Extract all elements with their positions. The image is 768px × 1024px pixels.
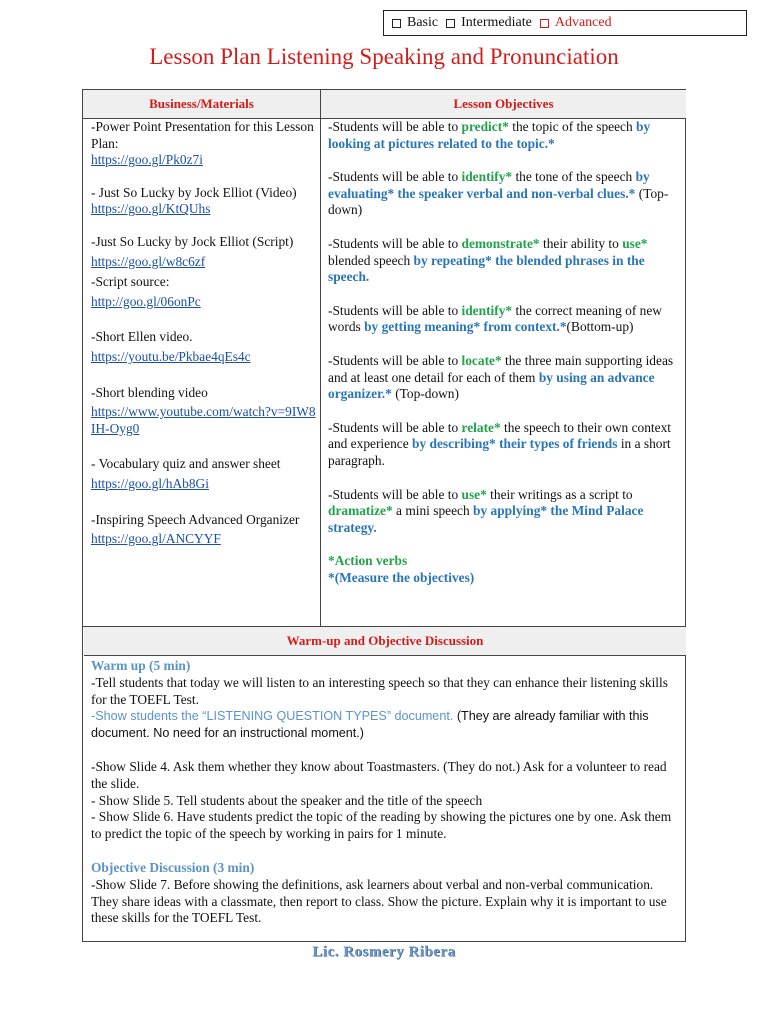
level-advanced[interactable]: Advanced [540, 15, 612, 31]
material-item: -Script source: [91, 274, 170, 290]
warmup-paragraph: -Show students the “LISTENING QUESTION TYPES” document. (They are already familiar with this document. No need for an instructional moment.) [91, 709, 649, 741]
warmup-heading: Warm up (5 min) [91, 658, 191, 673]
warmup-paragraph: -Show Slide 4. Ask them whether they know about Toastmasters. (They do not.) Ask for a volunteer to read the slide. [91, 758, 667, 791]
warmup-header: Warm-up and Objective Discussion [84, 627, 686, 656]
objective-item: -Students will be able to predict* the topic of the speech by looking at pictures related to the topic.* [328, 119, 651, 151]
warmup-paragraph: -Tell students that today we will listen to an interesting speech so that they can enhance their listening skills for the TOEFL Test. [91, 674, 668, 707]
objectives-column [328, 119, 680, 586]
objective-item: -Students will be able to use* their writings as a script to dramatize* a mini speech by applying* the Mind Palace strategy. [328, 486, 644, 535]
action-verbs-note: *Action verbs [328, 553, 408, 569]
material-link[interactable]: https://goo.gl/KtQUhs [91, 201, 211, 217]
material-link[interactable]: https://youtu.be/Pkbae4qEs4c [91, 348, 251, 364]
materials-header: Business/Materials [83, 90, 320, 119]
discussion-paragraph: -Show Slide 7. Before showing the definitions, ask learners about verbal and non-verbal communication. They share ideas with a classmate, then report to class. Show the picture. Explain why it is important to use these skills for the TOEFL Test. [91, 876, 667, 926]
measure-note: *(Measure the objectives) [328, 569, 475, 585]
material-item: -Short blending video [91, 384, 208, 400]
objective-item: -Students will be able to relate* the speech to their own context and experience by describing* their types of friends in a short paragraph. [328, 419, 671, 468]
objectives-header: Lesson Objectives [321, 90, 686, 119]
material-item: -Power Point Presentation for this Lesson Plan: [91, 119, 314, 151]
objective-item: -Students will be able to identify* the tone of the speech by evaluating* the speaker verbal and non-verbal clues.* (Top-down) [328, 169, 669, 218]
objective-item: -Students will be able to locate* the three main supporting ideas and at least one detail for each of them by using an advance organizer.* (Top-down) [328, 352, 674, 402]
page-title: Lesson Plan Listening Speaking and Pronunciation [149, 44, 619, 69]
level-intermediate[interactable]: Intermediate [446, 15, 532, 31]
lesson-table [82, 89, 686, 942]
level-basic[interactable]: Basic [392, 15, 438, 31]
materials-column [91, 119, 317, 548]
material-link[interactable]: https://goo.gl/Pk0z7i [91, 152, 203, 168]
warmup-paragraph: - Show Slide 6. Have students predict the topic of the reading by showing the pictures one by one. Ask them to predict the topic of the speech by working in pairs for 1 minute. [91, 809, 672, 842]
objective-item: -Students will be able to identify* the correct meaning of new words by getting meaning* from context.*(Bottom-up) [328, 302, 662, 335]
material-link[interactable]: https://goo.gl/ANCYYF [91, 531, 221, 547]
objective-item: -Students will be able to demonstrate* their ability to use* blended speech by repeating* the blended phrases in the speech. [328, 235, 648, 285]
checkbox-icon [540, 19, 549, 28]
author-footer: Lic. Rosmery Ribera [312, 944, 456, 960]
material-item: - Vocabulary quiz and answer sheet [91, 456, 281, 472]
material-link[interactable]: https://goo.gl/w8c6zf [91, 253, 206, 269]
warmup-paragraph: - Show Slide 5. Tell students about the speaker and the title of the speech [91, 792, 483, 808]
discussion-heading: Objective Discussion (3 min) [91, 859, 255, 875]
warmup-section [91, 658, 681, 927]
material-item: -Just So Lucky by Jock Elliot (Script) [91, 233, 294, 249]
material-link[interactable]: http://goo.gl/06onPc [91, 293, 201, 309]
material-item: -Inspiring Speech Advanced Organizer [91, 511, 300, 527]
level-selector [383, 10, 747, 36]
column-divider [320, 90, 321, 627]
material-item: - Just So Lucky by Jock Elliot (Video) [91, 184, 297, 200]
checkbox-icon [392, 19, 401, 28]
checkbox-icon [446, 19, 455, 28]
material-item: -Short Ellen video. [91, 329, 193, 345]
material-link[interactable]: https://goo.gl/hAb8Gi [91, 475, 209, 491]
material-link[interactable]: https://www.youtube.com/watch?v=9IW8IH-Oyg0 [91, 404, 316, 436]
